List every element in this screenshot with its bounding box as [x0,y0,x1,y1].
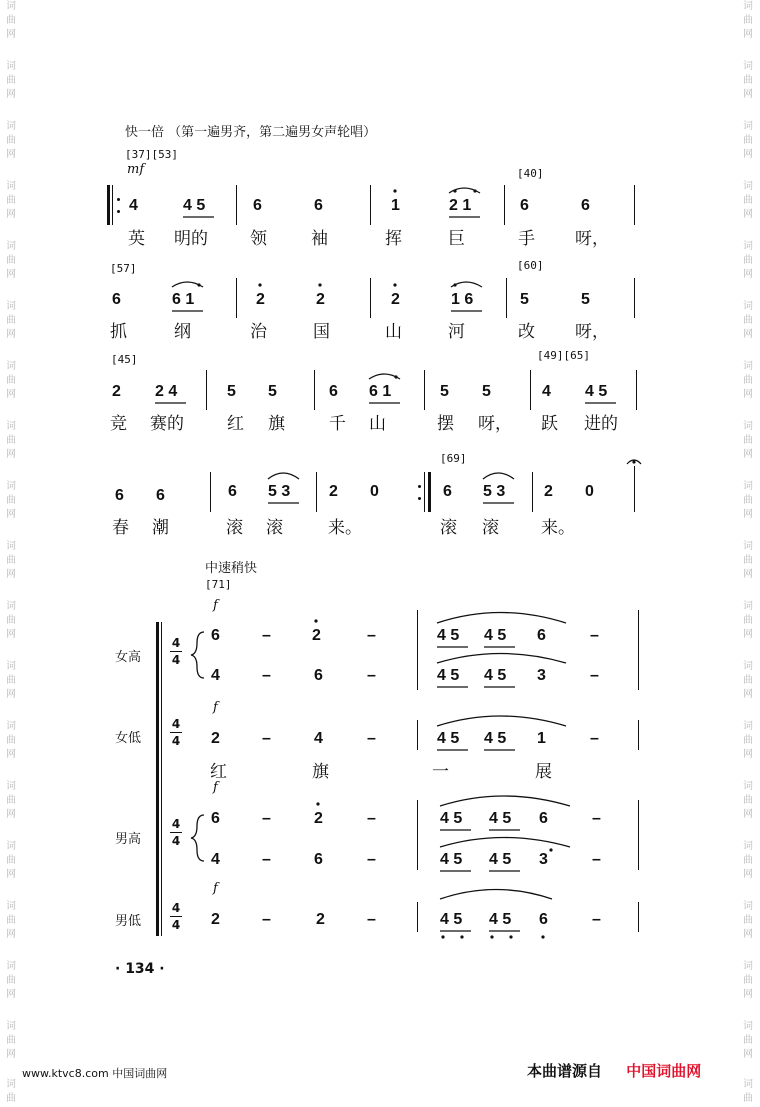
note: 5 [227,383,236,400]
watermark-char: 曲 [6,315,16,326]
note: 4 [542,383,551,400]
dash: – [262,851,271,868]
watermark-char: 网 [743,329,753,340]
note: 5 [581,291,590,308]
time-sig-top: 4 [171,817,181,831]
watermark-char: 曲 [6,615,16,626]
watermark-char: 网 [743,29,753,40]
watermark-char: 网 [743,749,753,760]
dash: – [367,627,376,644]
watermark-char: 网 [6,629,16,640]
watermark-char: 词 [743,481,753,492]
note: 0 [585,483,594,500]
dash: – [262,667,271,684]
performance-note: （第一遍男齐，第二遍男女声轮唱） [168,125,377,140]
watermark-char: 网 [743,629,753,640]
watermark-char: 词 [743,721,753,732]
watermark-char: 曲 [6,435,16,446]
note-pair: 6 1 [172,291,195,308]
note-pair: 4 5 [440,851,463,868]
lyric: 赛的 [150,414,184,434]
watermark-char: 词 [6,481,16,492]
note: 1 [391,197,400,214]
watermark-char: 词 [6,421,16,432]
time-sig-bottom: 4 [171,834,181,848]
lyric: 千 [329,414,346,434]
watermark-char: 网 [743,989,753,1000]
note: 0 [370,483,379,500]
note: 6 [314,667,323,684]
rehearsal-mark: [60] [517,259,544,272]
watermark-char: 网 [743,869,753,880]
note: 2 [256,291,265,308]
tempo-text: 快一倍 [125,125,165,140]
watermark-char: 曲 [743,795,753,806]
watermark-char: 曲 [6,735,16,746]
watermark-char: 词 [6,721,16,732]
watermark-char: 曲 [6,1093,16,1104]
lyric: 纲 [174,322,191,342]
lyric: 来。 [328,518,362,538]
watermark-char: 词 [6,1079,16,1090]
lyric: 英 [128,229,145,249]
lyric: 领 [250,229,267,249]
watermark-char: 网 [743,509,753,520]
dynamic-mf: mf [127,162,145,177]
watermark-char: 网 [6,749,16,760]
lyric: 滚 [226,518,243,538]
watermark-char: 词 [6,61,16,72]
watermark-char: 曲 [6,255,16,266]
note: 6 [211,810,220,827]
lyric: 抓 [110,322,127,342]
watermark-char: 词 [743,841,753,852]
note: 5 [268,383,277,400]
watermark-char: 词 [743,1,753,12]
watermark-char: 词 [743,301,753,312]
note: 5 [520,291,529,308]
dash: – [590,627,599,644]
note: 6 [253,197,262,214]
note: 2 [211,911,220,928]
note-pair: 5 3 [268,483,291,500]
note-pair: 2 4 [155,383,178,400]
lyric: 山 [369,414,386,434]
watermark-char: 网 [743,149,753,160]
note: 5 [440,383,449,400]
lyric: 进的 [584,414,618,434]
watermark-char: 网 [6,1049,16,1060]
watermark-char: 网 [6,509,16,520]
footer-source-link[interactable]: 中国词曲网 [626,1062,702,1080]
lyric: 山 [385,322,402,342]
watermark-char: 词 [6,841,16,852]
watermark-char: 曲 [743,75,753,86]
watermark-char: 曲 [743,255,753,266]
watermark-char: 曲 [743,675,753,686]
footer-site[interactable]: www.ktvc8.com 中国词曲网 [22,1067,168,1080]
lyric: 旗 [268,414,285,434]
note-pair: 4 5 [183,197,206,214]
watermark-char: 词 [743,181,753,192]
lyric: 袖 [311,229,328,249]
watermark-char: 曲 [743,195,753,206]
watermark-char: 词 [6,781,16,792]
voice-label-tenor: 男高 [115,832,142,847]
watermark-char: 词 [6,1021,16,1032]
lyric: 展 [535,762,552,782]
lyric: 呀， [575,229,609,249]
watermark-char: 网 [6,569,16,580]
note: 6 [211,627,220,644]
watermark-char: 曲 [743,315,753,326]
note-pair: 4 5 [440,911,463,928]
dynamic-f: f [213,598,218,613]
note-pair: 4 5 [489,851,512,868]
watermark-char: 网 [743,929,753,940]
lyric: 红 [210,762,227,782]
lyric: 河 [448,322,465,342]
page-number: · 134 · [115,961,165,977]
dash: – [590,730,599,747]
watermark-char: 网 [6,929,16,940]
lyric: 红 [227,414,244,434]
lyric: 竞 [110,414,127,434]
watermark-char: 词 [743,781,753,792]
lyric: 跃 [541,414,558,434]
section-tempo: 中速稍快 [205,561,258,576]
note: 6 [581,197,590,214]
dynamic-f: f [213,780,218,795]
watermark-char: 曲 [743,1093,753,1104]
watermark-char: 词 [743,421,753,432]
watermark-char: 曲 [6,15,16,26]
note-pair: 4 5 [585,383,608,400]
watermark-char: 词 [6,241,16,252]
note: 2 [316,911,325,928]
watermark-char: 曲 [6,495,16,506]
voice-label-bass: 男低 [115,914,142,929]
note: 2 [329,483,338,500]
time-sig-top: 4 [171,636,181,650]
note: 2 [112,383,121,400]
watermark-char: 网 [6,989,16,1000]
watermark-char: 曲 [6,675,16,686]
watermark-char: 词 [6,1,16,12]
watermark-char: 网 [6,269,16,280]
note: 4 [129,197,138,214]
watermark-char: 网 [6,329,16,340]
voice-label-soprano: 女高 [115,650,142,665]
watermark-char: 曲 [6,975,16,986]
dash: – [262,627,271,644]
watermark-char: 词 [6,961,16,972]
watermark-char: 曲 [743,135,753,146]
watermark-char: 词 [743,241,753,252]
note-pair: 2 1 [449,197,472,214]
lyric: 明的 [174,229,208,249]
note-pair: 6 1 [369,383,392,400]
dash: – [262,810,271,827]
watermark-char: 词 [743,661,753,672]
note: 6 [314,197,323,214]
watermark-char: 网 [743,1049,753,1060]
note-pair: 4 5 [437,627,460,644]
lyric: 滚 [266,518,283,538]
note: 6 [443,483,452,500]
note: 6 [329,383,338,400]
watermark-char: 曲 [743,975,753,986]
dash: – [592,851,601,868]
note-pair: 1 6 [451,291,474,308]
dash: – [262,730,271,747]
watermark-char: 曲 [743,555,753,566]
watermark-char: 曲 [6,195,16,206]
lyric: 摆 [437,414,454,434]
dash: – [367,730,376,747]
voice-label-alto: 女低 [115,731,142,746]
lyric: 来。 [541,518,575,538]
note: 4 [314,730,323,747]
watermark-char: 网 [6,209,16,220]
watermark-char: 词 [743,61,753,72]
note: 6 [520,197,529,214]
watermark-char: 网 [6,389,16,400]
rehearsal-mark: [69] [440,452,467,465]
note: 5 [482,383,491,400]
note: 3 [537,667,546,684]
time-sig-top: 4 [171,717,181,731]
note: 6 [314,851,323,868]
note-pair: 4 5 [484,730,507,747]
watermark-char: 词 [743,1021,753,1032]
lyric: 改 [518,322,535,342]
watermark-char: 曲 [6,915,16,926]
watermark-char: 网 [6,29,16,40]
lyric: 国 [313,322,330,342]
note: 1 [537,730,546,747]
dash: – [592,911,601,928]
note-pair: 4 5 [484,627,507,644]
note: 6 [539,911,548,928]
watermark-char: 词 [6,301,16,312]
watermark-char: 曲 [6,795,16,806]
dynamic-f: f [213,881,218,896]
watermark-char: 曲 [743,495,753,506]
note-pair: 4 5 [440,810,463,827]
lyric: 旗 [312,762,329,782]
watermark-char: 词 [743,361,753,372]
watermark-char: 曲 [6,1035,16,1046]
watermark-char: 词 [6,601,16,612]
watermark-char: 词 [743,901,753,912]
watermark-char: 网 [6,449,16,460]
dash: – [592,810,601,827]
lyric: 滚 [482,518,499,538]
note: 2 [544,483,553,500]
lyric: 一 [432,762,449,782]
note: 6 [228,483,237,500]
rehearsal-mark: [71] [205,578,232,591]
watermark-char: 曲 [743,855,753,866]
lyric: 潮 [152,518,169,538]
watermark-char: 网 [6,689,16,700]
watermark-char: 曲 [6,855,16,866]
watermark-char: 网 [743,569,753,580]
watermark-char: 曲 [743,15,753,26]
lyric: 治 [250,322,267,342]
note-pair: 4 5 [437,667,460,684]
watermark-char: 曲 [6,75,16,86]
time-sig-top: 4 [171,901,181,915]
dash: – [590,667,599,684]
note: 4 [211,851,220,868]
note: 3 [539,851,548,868]
lyric: 巨 [448,229,465,249]
watermark-char: 网 [743,269,753,280]
watermark-char: 网 [743,389,753,400]
rehearsal-mark: [57] [110,262,137,275]
watermark-char: 曲 [743,435,753,446]
lyric: 呀， [478,414,512,434]
watermark-char: 词 [6,361,16,372]
rehearsal-mark: [49][65] [537,349,590,362]
watermark-char: 曲 [6,135,16,146]
watermark-char: 网 [743,449,753,460]
rehearsal-mark: [37][53] [125,148,178,161]
watermark-char: 词 [6,121,16,132]
watermark-char: 词 [743,541,753,552]
watermark-char: 曲 [743,615,753,626]
note: 2 [316,291,325,308]
dash: – [367,667,376,684]
note-pair: 4 5 [437,730,460,747]
note-pair: 4 5 [489,810,512,827]
time-sig-bottom: 4 [171,734,181,748]
dash: – [367,911,376,928]
time-sig-bottom: 4 [171,918,181,932]
watermark-char: 词 [6,661,16,672]
note: 6 [112,291,121,308]
watermark-char: 网 [6,89,16,100]
watermark-char: 网 [743,689,753,700]
lyric: 滚 [440,518,457,538]
note-pair: 4 5 [489,911,512,928]
note-pair: 4 5 [484,667,507,684]
note: 6 [156,487,165,504]
note: 4 [211,667,220,684]
dash: – [367,851,376,868]
watermark-char: 网 [743,89,753,100]
watermark-char: 词 [6,901,16,912]
watermark-char: 词 [743,961,753,972]
lyric: 春 [112,518,129,538]
watermark-char: 曲 [6,555,16,566]
watermark-char: 词 [743,601,753,612]
lyric: 手 [518,229,535,249]
lyric: 挥 [385,229,402,249]
watermark-char: 曲 [743,915,753,926]
time-sig-bottom: 4 [171,653,181,667]
lyric: 呀， [575,322,609,342]
note: 6 [537,627,546,644]
note: 2 [312,627,321,644]
note: 2 [391,291,400,308]
watermark-char: 网 [6,869,16,880]
watermark-char: 曲 [743,1035,753,1046]
dynamic-f: f [213,700,218,715]
dash: – [262,911,271,928]
watermark-char: 词 [743,1079,753,1090]
footer-source-label: 本曲谱源自 [527,1062,603,1080]
footer-source [527,1060,701,1081]
watermark-char: 网 [743,809,753,820]
rehearsal-mark: [45] [111,353,138,366]
watermark-char: 网 [6,809,16,820]
rehearsal-mark: [40] [517,167,544,180]
note: 2 [314,810,323,827]
note: 6 [539,810,548,827]
watermark-char: 词 [6,181,16,192]
watermark-char: 曲 [743,375,753,386]
watermark-char: 曲 [6,375,16,386]
dash: – [367,810,376,827]
note: 6 [115,487,124,504]
watermark-char: 词 [743,121,753,132]
watermark-char: 网 [743,209,753,220]
note-pair: 5 3 [483,483,506,500]
watermark-char: 曲 [743,735,753,746]
watermark-char: 网 [6,149,16,160]
note: 2 [211,730,220,747]
watermark-char: 词 [6,541,16,552]
